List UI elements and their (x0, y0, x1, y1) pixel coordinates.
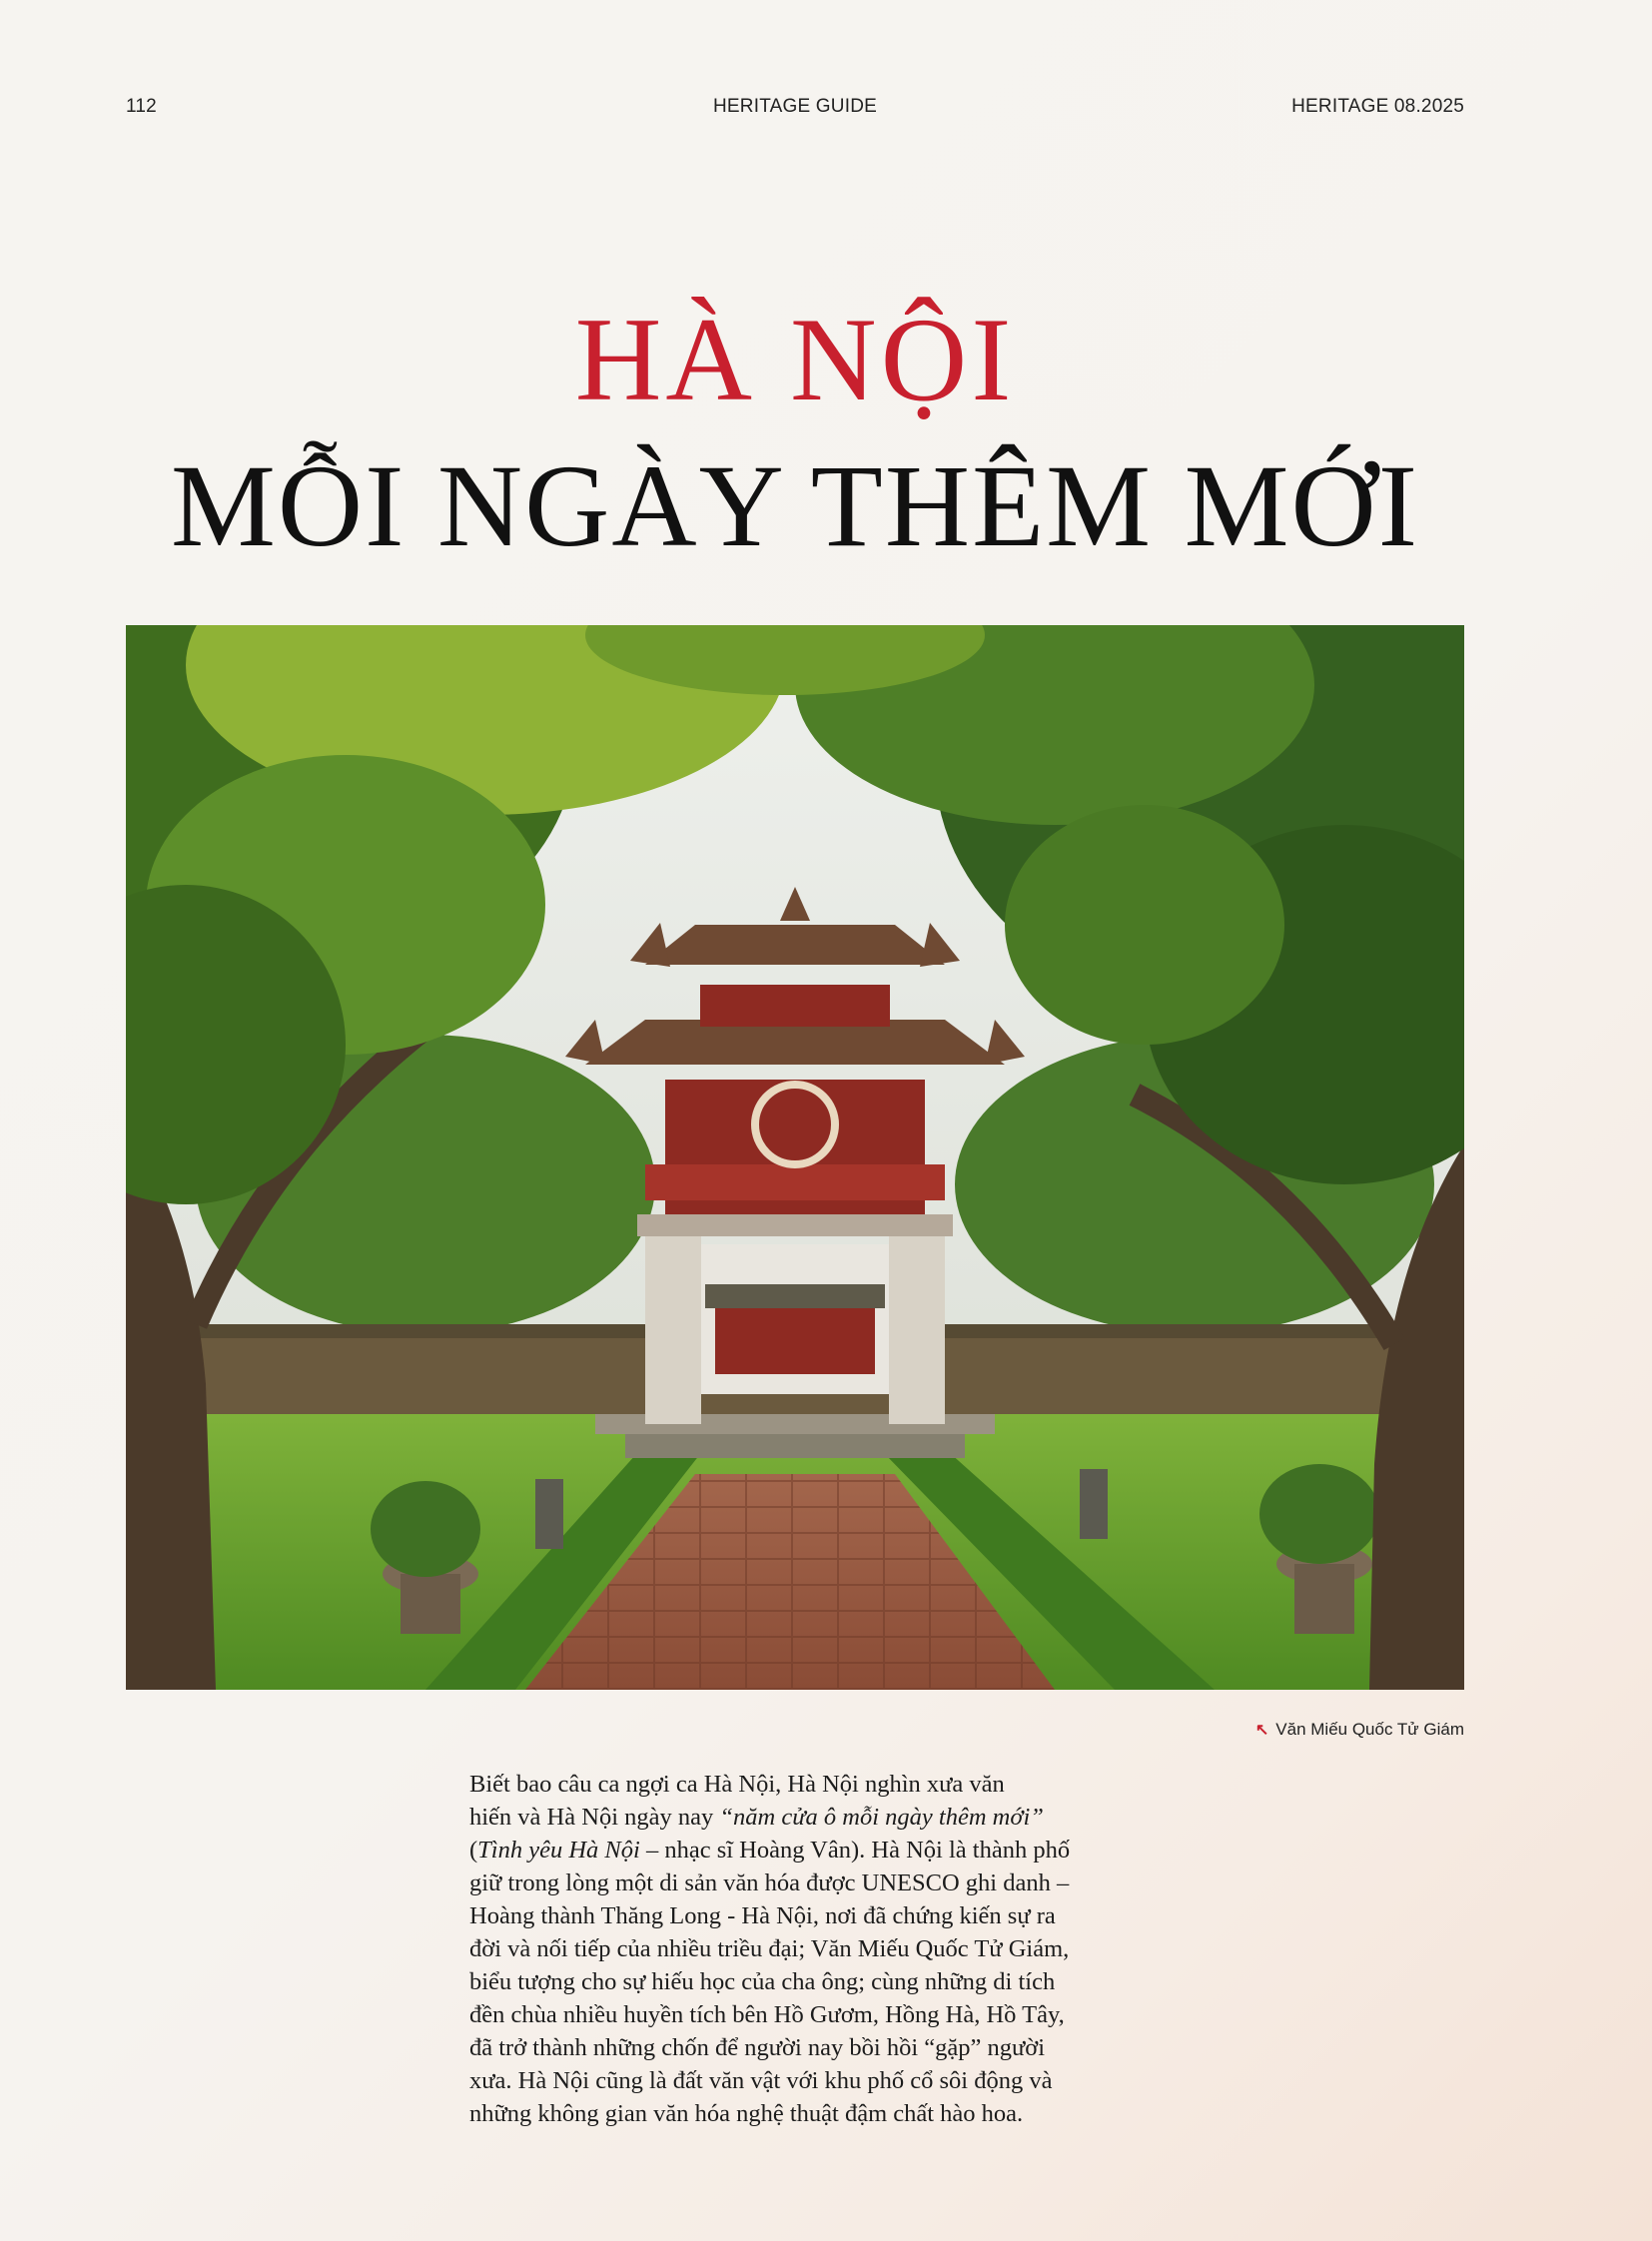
photo-caption-text: Văn Miếu Quốc Tử Giám (1275, 1720, 1464, 1739)
paragraph-segment: – nhạc sĩ Hoàng Vân). Hà Nội là thành phố (639, 1837, 1071, 1864)
paragraph-line: đời và nối tiếp của nhiều triều đại; Văn Miếu Quốc Tử Giám, (469, 1935, 1070, 1962)
paragraph-line (469, 1834, 1149, 1867)
song-title: Tình yêu Hà Nội (477, 1837, 640, 1864)
paragraph-line: Biết bao câu ca ngợi ca Hà Nội, Hà Nội nghìn xưa văn (469, 1771, 1005, 1798)
hero-photo (126, 625, 1464, 1690)
paragraph-line (469, 1801, 1149, 1834)
paragraph-line: biểu tượng cho sự hiếu học của cha ông; cùng những di tích (469, 1968, 1056, 1995)
paragraph-line: những không gian văn hóa nghệ thuật đậm chất hào hoa. (469, 2100, 1024, 2127)
intro-paragraph (469, 1768, 1149, 2130)
issue-label: HERITAGE 08.2025 (1291, 96, 1464, 117)
page-title-line-2: MỖI NGÀY THÊM MỚI (170, 440, 1419, 571)
paragraph-line: Hoàng thành Thăng Long - Hà Nội, nơi đã chứng kiến sự ra (469, 1902, 1056, 1929)
paragraph-segment: ( (469, 1837, 478, 1864)
section-label: HERITAGE GUIDE (713, 96, 877, 117)
page-title-line-1: HÀ NỘI (574, 293, 1016, 425)
photo-caption (1255, 1720, 1464, 1740)
paragraph-line: đền chùa nhiều huyền tích bên Hồ Gươm, Hồng Hà, Hồ Tây, (469, 2001, 1065, 2028)
page-number: 112 (126, 96, 157, 117)
song-quote: “năm cửa ô mỗi ngày thêm mới” (719, 1804, 1044, 1831)
paragraph-segment: hiến và Hà Nội ngày nay (469, 1804, 720, 1831)
arrow-up-left-icon: ↖ (1254, 1722, 1269, 1739)
paragraph-line: giữ trong lòng một di sản văn hóa được UNESCO ghi danh – (469, 1869, 1070, 1896)
paragraph-line: xưa. Hà Nội cũng là đất văn vật với khu phố cổ sôi động và (469, 2067, 1053, 2094)
paragraph-line: đã trở thành những chốn để người nay bồi hồi “gặp” người (469, 2034, 1046, 2061)
